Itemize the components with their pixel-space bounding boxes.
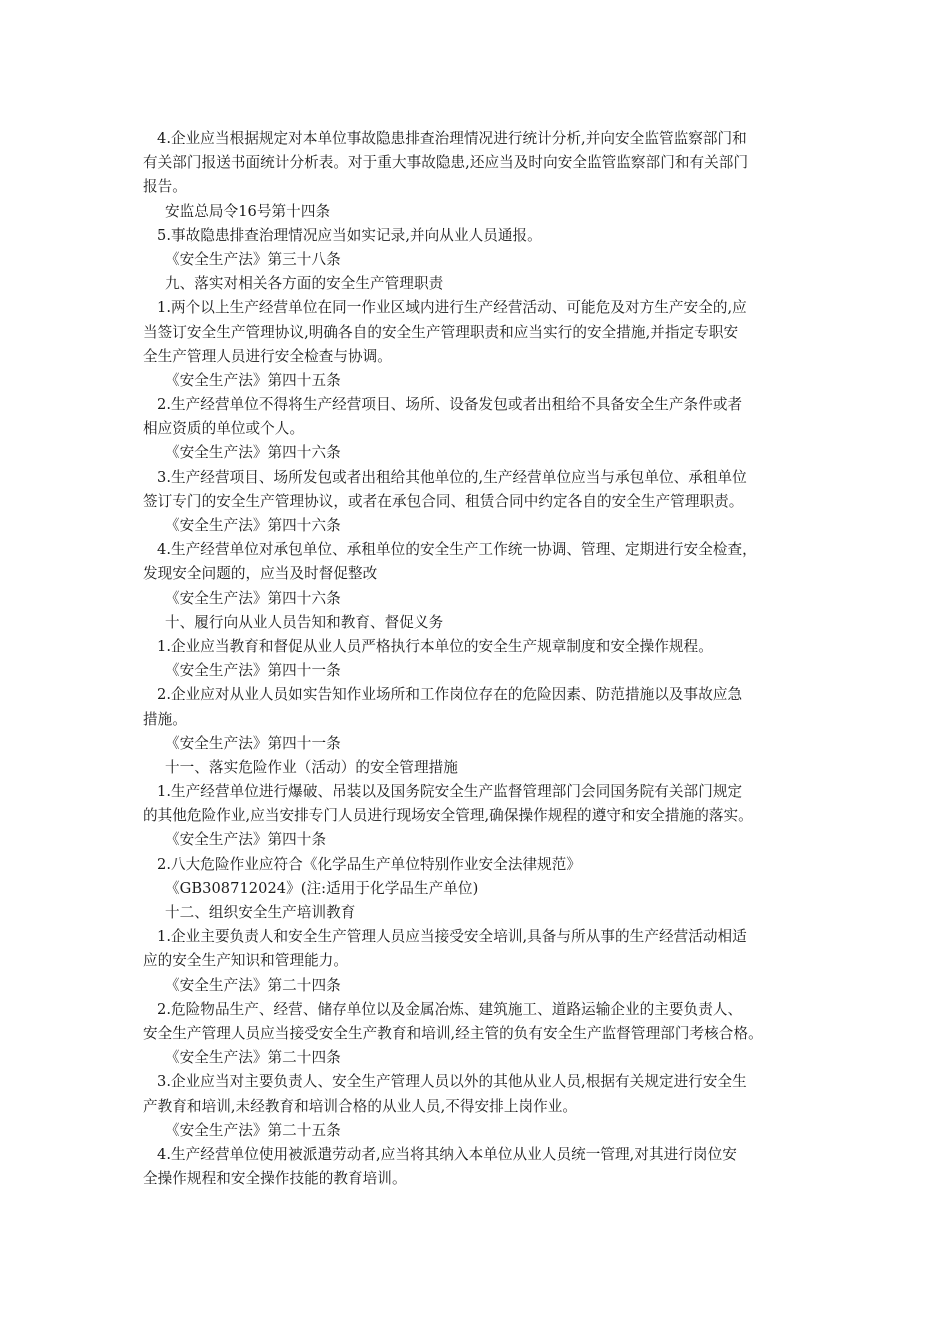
text-line: 4.生产经营单位使用被派遣劳动者,应当将其纳入本单位从业人员统一管理,对其进行岗位安 xyxy=(157,1145,737,1163)
text-line: 2.企业应对从业人员如实告知作业场所和工作岗位存在的危险因素、防范措施以及事故应急 xyxy=(157,686,743,704)
text-line: 《安全生产法》第三十八条 xyxy=(165,250,341,268)
text-line: 全操作规程和安全操作技能的教育培训。 xyxy=(143,1170,407,1188)
text-line: 《安全生产法》第四十一条 xyxy=(165,734,341,752)
text-line: 4.生产经营单位对承包单位、承租单位的安全生产工作统一协调、管理、定期进行安全检查， xyxy=(157,541,757,559)
text-line: 3.企业应当对主要负责人、安全生产管理人员以外的其他从业人员,根据有关规定进行安全生 xyxy=(157,1073,747,1091)
text-line: 产教育和培训,未经教育和培训合格的从业人员,不得安排上岗作业。 xyxy=(143,1097,578,1115)
text-line: 十、履行向从业人员告知和教育、督促义务 xyxy=(165,613,444,631)
text-line: 有关部门报送书面统计分析表。对于重大事故隐患,还应当及时向安全监管监察部门和有关部门 xyxy=(143,154,749,172)
text-line: 签订专门的安全生产管理协议，或者在承包合同、租赁合同中约定各自的安全生产管理职责。 xyxy=(143,492,744,510)
text-line: 《安全生产法》第四十条 xyxy=(165,831,327,849)
text-line: 十二、组织安全生产培训教育 xyxy=(165,904,356,921)
text-line: 《GB308712024》(注:适用于化学品生产单位) xyxy=(165,879,479,897)
text-line: 十一、落实危险作业（活动）的安全管理措施 xyxy=(165,758,458,776)
text-line: 1.两个以上生产经营单位在同一作业区域内进行生产经营活动、可能危及对方生产安全的,应 xyxy=(157,299,747,317)
text-line: 安全生产管理人员应当接受安全生产教育和培训,经主管的负有安全生产监督管理部门考核合格。 xyxy=(143,1024,763,1042)
text-line: 报告。 xyxy=(143,178,187,196)
text-line: 4.企业应当根据规定对本单位事故隐患排查治理情况进行统计分析,并向安全监管监察部门和 xyxy=(157,130,747,147)
text-line: 《安全生产法》第四十六条 xyxy=(165,444,341,462)
document-body xyxy=(143,127,823,1191)
text-line: 2.危险物品生产、经营、储存单位以及金属冶炼、建筑施工、道路运输企业的主要负责人、 xyxy=(157,1000,743,1018)
text-line: 全生产管理人员进行安全检查与协调。 xyxy=(143,347,392,365)
text-line: 相应资质的单位或个人。 xyxy=(143,420,305,438)
text-line: 《安全生产法》第二十四条 xyxy=(165,1049,341,1067)
text-line: 1.生产经营单位进行爆破、吊装以及国务院安全生产监督管理部门会同国务院有关部门规定 xyxy=(157,783,743,801)
text-line: 《安全生产法》第四十五条 xyxy=(165,371,341,389)
text-line: 5.事故隐患排查治理情况应当如实记录,并向从业人员通报。 xyxy=(157,226,542,244)
text-line: 当签订安全生产管理协议,明确各自的安全生产管理职责和应当实行的安全措施,并指定专职安 xyxy=(143,323,739,341)
text-line: 《安全生产法》第四十六条 xyxy=(165,589,341,607)
text-line: 的其他危险作业,应当安排专门人员进行现场安全管理,确保操作规程的遵守和安全措施的落实。 xyxy=(143,807,753,825)
text-line: 措施。 xyxy=(143,710,187,728)
text-line: 1.企业应当教育和督促从业人员严格执行本单位的安全生产规章制度和安全操作规程。 xyxy=(157,637,713,655)
text-line: 《安全生产法》第四十一条 xyxy=(165,662,341,680)
text-line: 应的安全生产知识和管理能力。 xyxy=(143,952,349,970)
text-line: 2.八大危险作业应符合《化学品生产单位特别作业安全法律规范》 xyxy=(157,855,582,873)
text-line: 1.企业主要负责人和安全生产管理人员应当接受安全培训,具备与所从事的生产经营活动相适 xyxy=(157,928,747,946)
text-line: 《安全生产法》第二十五条 xyxy=(165,1121,341,1139)
text-line: 《安全生产法》第二十四条 xyxy=(165,976,341,994)
text-line: 《安全生产法》第四十六条 xyxy=(165,517,341,534)
text-line: 2.生产经营单位不得将生产经营项目、场所、设备发包或者出租给不具备安全生产条件或者 xyxy=(157,396,743,414)
text-line: 安监总局令16号第十四条 xyxy=(165,202,331,220)
text-line: 发现安全问题的，应当及时督促整改 xyxy=(143,565,378,583)
text-line: 九、落实对相关各方面的安全生产管理职责 xyxy=(165,275,444,293)
text-line: 3.生产经营项目、场所发包或者出租给其他单位的,生产经营单位应当与承包单位、承租单位 xyxy=(157,468,747,486)
